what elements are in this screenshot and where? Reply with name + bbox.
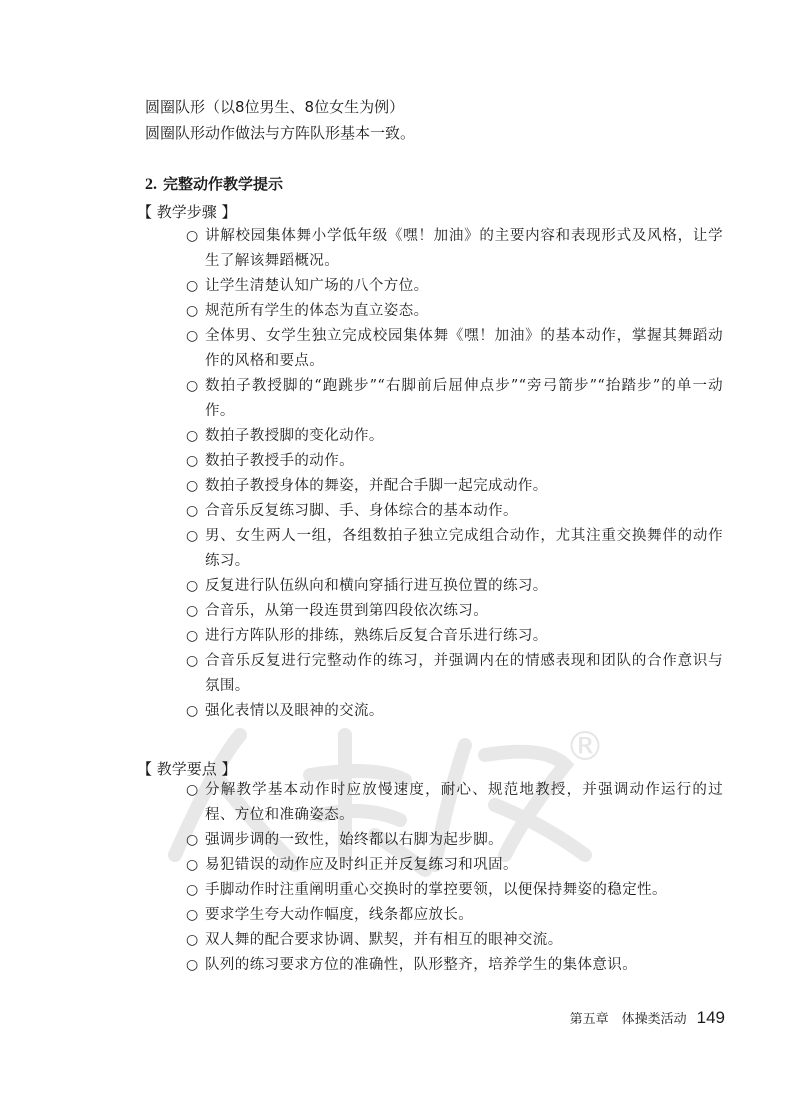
list-item-text: 强化表情以及眼神的交流。 xyxy=(205,703,384,719)
circle-bullet-icon: ○ xyxy=(186,478,199,494)
list-item-text: 进行方阵队形的排练，熟练后反复合音乐进行练习。 xyxy=(205,628,548,644)
list-item xyxy=(186,953,723,978)
list-item-text: 合音乐，从第一段连贯到第四段依次练习。 xyxy=(205,603,489,619)
list-item-text: 强调步调的一致性，始终都以右脚为起步脚。 xyxy=(205,832,503,848)
list-item xyxy=(186,324,723,374)
list-item xyxy=(186,778,723,828)
registered-mark: ® xyxy=(565,724,605,770)
list-item xyxy=(186,599,723,624)
list-item-text: 双人舞的配合要求协调、默契，并有相互的眼神交流。 xyxy=(205,932,563,948)
page-footer xyxy=(570,1008,725,1028)
circle-bullet-icon: ○ xyxy=(186,857,199,873)
section-number: 2. xyxy=(145,176,157,193)
circle-bullet-icon: ○ xyxy=(186,578,199,594)
circle-bullet-icon: ○ xyxy=(186,603,199,619)
list-item-text: 合音乐反复进行完整动作的练习，并强调内在的情感表现和团队的合作意识与氛围。 xyxy=(205,653,723,694)
list-item xyxy=(186,878,723,903)
list-item xyxy=(186,274,723,299)
list-item xyxy=(186,374,723,424)
list-item-text: 规范所有学生的体态为直立姿态。 xyxy=(205,303,429,319)
circle-bullet-icon: ○ xyxy=(186,453,199,469)
circle-bullet-icon: ○ xyxy=(186,628,199,644)
list-item-text: 易犯错误的动作应及时纠正并反复练习和巩固。 xyxy=(205,857,518,873)
list-item-text: 队列的练习要求方位的准确性，队形整齐，培养学生的集体意识。 xyxy=(205,957,638,973)
list-item-text: 讲解校园集体舞小学低年级《嘿！加油》的主要内容和表现形式及风格，让学生了解该舞蹈概况。 xyxy=(205,228,723,269)
list-item xyxy=(186,699,723,724)
list-item-text: 数拍子教授脚的变化动作。 xyxy=(205,428,384,444)
list-item xyxy=(186,828,723,853)
circle-bullet-icon: ○ xyxy=(186,503,199,519)
intro-line-1: 圆圈队形（以8位男生、8位女生为例） xyxy=(145,98,405,116)
list-item xyxy=(186,449,723,474)
circle-bullet-icon: ○ xyxy=(186,653,199,669)
list-item-text: 合音乐反复练习脚、手、身体综合的基本动作。 xyxy=(205,503,518,519)
circle-bullet-icon: ○ xyxy=(186,228,199,244)
list-item xyxy=(186,524,723,574)
list-item xyxy=(186,574,723,599)
circle-bullet-icon: ○ xyxy=(186,907,199,923)
list-item-text: 反复进行队伍纵向和横向穿插行进互换位置的练习。 xyxy=(205,578,548,594)
list-item-text: 数拍子教授身体的舞姿，并配合手脚一起完成动作。 xyxy=(205,478,548,494)
circle-bullet-icon: ○ xyxy=(186,428,199,444)
list-item xyxy=(186,424,723,449)
page-number: 149 xyxy=(696,1008,725,1027)
list-item xyxy=(186,649,723,699)
chapter-label: 第五章 体操类活动 xyxy=(569,1012,687,1027)
list-item xyxy=(186,624,723,649)
list-item-text: 分解教学基本动作时应放慢速度，耐心、规范地教授，并强调动作运行的过程、方位和准确姿态。 xyxy=(205,782,723,823)
list-item xyxy=(186,299,723,324)
list-item-text: 让学生清楚认知广场的八个方位。 xyxy=(205,278,429,294)
circle-bullet-icon: ○ xyxy=(186,703,199,719)
circle-bullet-icon: ○ xyxy=(186,278,199,294)
circle-bullet-icon: ○ xyxy=(186,832,199,848)
circle-bullet-icon: ○ xyxy=(186,957,199,973)
list-item-text: 全体男、女学生独立完成校园集体舞《嘿！加油》的基本动作，掌握其舞蹈动作的风格和要点。 xyxy=(205,328,723,369)
list-item-text: 数拍子教授手的动作。 xyxy=(205,453,354,469)
list-item xyxy=(186,499,723,524)
teaching-steps-heading: 【 教学步骤 】 xyxy=(137,203,237,221)
list-item xyxy=(186,474,723,499)
list-item-text: 男、女生两人一组，各组数拍子独立完成组合动作，尤其注重交换舞伴的动作练习。 xyxy=(205,528,723,569)
circle-bullet-icon: ○ xyxy=(186,303,199,319)
list-item xyxy=(186,224,723,274)
intro-line-2: 圆圈队形动作做法与方阵队形基本一致。 xyxy=(145,124,416,142)
list-item xyxy=(186,903,723,928)
teaching-steps-list xyxy=(186,224,723,724)
section-title-text: 完整动作教学提示 xyxy=(163,175,284,193)
circle-bullet-icon: ○ xyxy=(186,882,199,898)
teaching-points-heading: 【 教学要点 】 xyxy=(137,760,237,778)
circle-bullet-icon: ○ xyxy=(186,378,199,394)
intro-block xyxy=(145,94,415,146)
circle-bullet-icon: ○ xyxy=(186,932,199,948)
section-title xyxy=(145,173,283,194)
list-item-text: 手脚动作时注重阐明重心交换时的掌控要领，以便保持舞姿的稳定性。 xyxy=(205,882,667,898)
list-item-text: 要求学生夸大动作幅度，线条都应放长。 xyxy=(205,907,474,923)
circle-bullet-icon: ○ xyxy=(186,782,199,798)
teaching-points-list xyxy=(186,778,723,978)
circle-bullet-icon: ○ xyxy=(186,528,199,544)
list-item xyxy=(186,928,723,953)
list-item xyxy=(186,853,723,878)
list-item-text: 数拍子教授脚的“跑跳步”“右脚前后屈伸点步”“旁弓箭步”“抬踏步”的单一动作。 xyxy=(205,378,723,419)
circle-bullet-icon: ○ xyxy=(186,328,199,344)
